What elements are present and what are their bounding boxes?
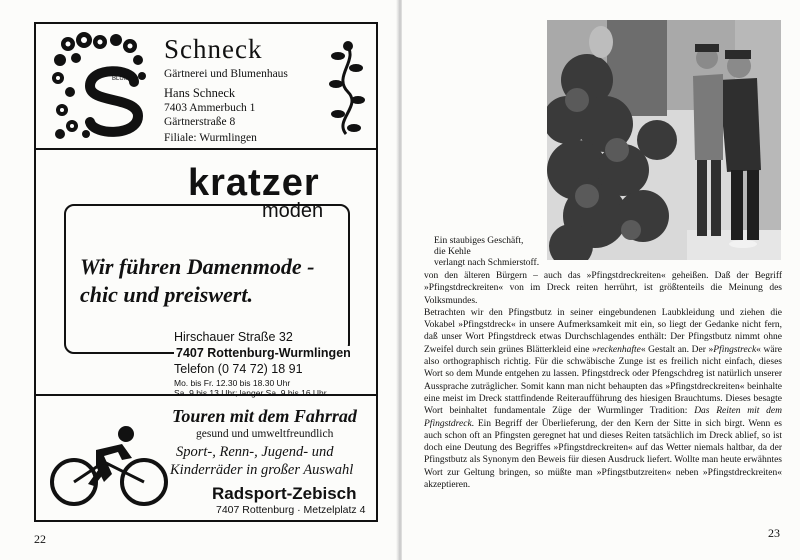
article-emphasis: Pfingstreck <box>713 344 757 355</box>
kratzer-hours-1: Mo. bis Fr. 12.30 bis 18.30 Uhr <box>174 378 291 388</box>
logo-text: BLUMEN <box>112 76 138 82</box>
floral-s-logo-icon <box>50 30 154 142</box>
schneck-city: 7403 Ammerbuch 1 <box>164 102 256 114</box>
schneck-subtitle: Gärtnerei und Blumenhaus <box>164 68 288 80</box>
article-text: « Gestalt an. Der » <box>640 344 714 355</box>
cyclist-icon <box>48 422 170 514</box>
radsport-address: 7407 Rottenburg · Metzelplatz 4 <box>216 504 366 516</box>
article-text: von den älteren Bürgern – auch das »Pfingstdreckreiten« geheißen. Daß der Begriff »Pfingstdreckreiten« von im Dreck reiten herrührt, ist größtenteils die Meinung des Volksmundes. <box>424 271 782 306</box>
kratzer-name: kratzer <box>188 162 320 204</box>
kratzer-hours-2: Sa. 9 bis 13 Uhr; langer Sa. 9 bis 16 Uhr <box>174 388 327 398</box>
article-text: « wäre also orthographisch richtig. Für die schwäbische Zunge ist es freilich nicht einfach, dieses Wort so dem Munde entgehen zu lassen. Pfingstdreck oder Pfengschdreg ist natürlich unserer Aussprache zuträglicher. Somit kann man nicht behaupten das »Pfingstdreckreiten« beinhalte eine meist im Dreck stattfindende Reiteraufführung des hiesigen Brauchtums. Dieses besagte Wort beinhaltet fundamentale Züge der Wurmlinger Tradition: <box>424 344 782 417</box>
ad-schneck <box>34 22 378 148</box>
photo-illustration <box>547 20 781 260</box>
caption-line-1: Ein staubiges Geschäft, <box>434 236 524 246</box>
floral-ornament-icon <box>326 40 368 136</box>
kratzer-slogan-1: Wir führen Damenmode - <box>80 254 315 279</box>
article-emphasis: Das Reiten mit dem Pfingstdreck <box>424 406 782 429</box>
article-body <box>424 270 782 491</box>
radsport-tagline: gesund und umweltfreundlich <box>196 428 334 440</box>
right-page <box>402 0 800 560</box>
kratzer-street: Hirschauer Straße 32 <box>174 330 293 344</box>
article-text: Betrachten wir den Pfingstbutz in seiner eingebundenen Laubkleidung und ziehen die Vokabel »Pfingstdreck« in unsere Aufmerksamkeit mit ein, so liegt der Gedanke nicht fern, daß unser Wort Pfingstdreck etwas Durchschlagendes enthält: Der Pfingstbutz nimmt ohne Zweifel durch sein grünes Blätterkleid eine » <box>424 307 782 355</box>
left-page <box>0 0 398 560</box>
kratzer-phone: Telefon (0 74 72) 18 91 <box>174 362 303 376</box>
page-number-left: 22 <box>34 532 46 546</box>
schneck-branch: Filiale: Wurmlingen <box>164 132 257 144</box>
radsport-line-2: Kinderräder in großer Auswahl <box>170 462 354 478</box>
schneck-title: Schneck <box>164 34 263 64</box>
article-emphasis: reckenhafte <box>596 344 641 355</box>
schneck-street: Gärtnerstraße 8 <box>164 116 236 128</box>
caption-line-3: verlangt nach Schmierstoff. <box>434 258 540 268</box>
kratzer-city: 7407 Rottenburg-Wurmlingen <box>176 346 351 360</box>
ad-kratzer <box>34 148 378 396</box>
ad-radsport <box>34 396 378 522</box>
radsport-name: Radsport-Zebisch <box>212 484 357 503</box>
kratzer-slogan-2: chic und preiswert. <box>80 282 253 307</box>
schneck-owner: Hans Schneck <box>164 86 236 100</box>
radsport-headline: Touren mit dem Fahrrad <box>172 406 357 426</box>
page-number-right: 23 <box>768 526 780 540</box>
article-paragraph <box>424 270 782 307</box>
article-paragraph <box>424 307 782 491</box>
photo-caption <box>434 236 539 269</box>
article-text: . Ein Begriff der Überlieferung, der den Kern der Sitte in sich birgt. Wenn es auch schon oft an Pfingsten geregnet hat und dieses Reiten tatsächlich im Dreck ablief, so ist doch eine Deutung des Begriffes »Pfingstdreckreiten« auf das Wetter niemals haltbar, da der Pfingstbutz als Synonym den Beweis für diesen Ausdruck liefert. Wollte man heute erwähntes Wort zur Geltung bringen, so müßte man »Pfingstbutzreiten« neben »Pfingstdreckreiten« akzeptieren. <box>424 418 782 491</box>
caption-line-2: die Kehle <box>434 247 471 257</box>
photo-pfingstbutz <box>547 20 781 260</box>
radsport-line-1: Sport-, Renn-, Jugend- und <box>176 444 334 460</box>
kratzer-sub: moden <box>262 200 324 222</box>
